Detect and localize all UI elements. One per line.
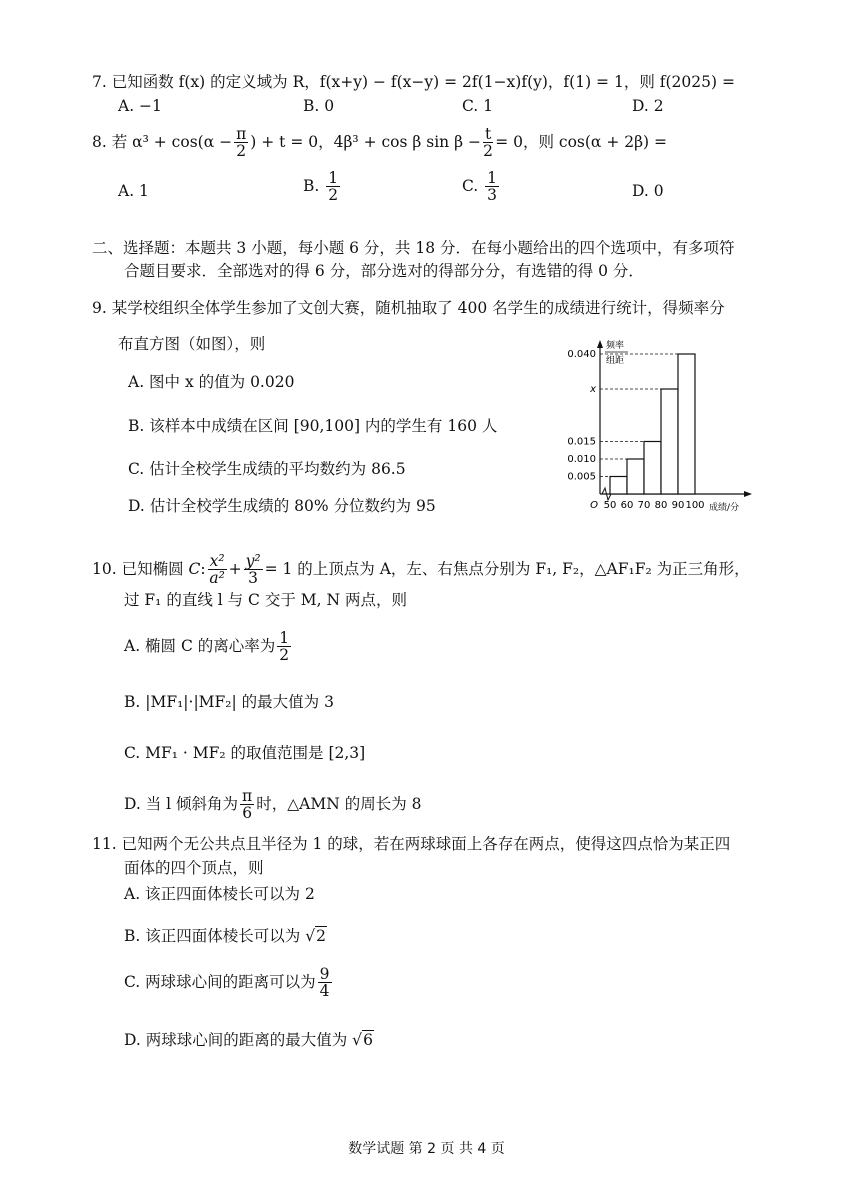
q8-option-c-num: 1: [487, 169, 498, 187]
y-axis-label-top: 频率: [606, 341, 625, 351]
q9-stem-line1: 9. 某学校组织全体学生参加了文创大赛，随机抽取了 400 名学生的成绩进行统计，得频率分: [92, 299, 725, 317]
q10-option-d-frac: [240, 788, 254, 822]
q10-option-a-den: 2: [279, 646, 290, 665]
x-tick-label: 100: [685, 500, 705, 511]
q10-frac-y: [244, 553, 263, 587]
section-2-header-line2: 合题目要求．全部选对的得 6 分，部分选对的得部分分，有选错的得 0 分．: [124, 262, 644, 280]
q8-option-a: A. 1: [118, 182, 149, 200]
q8-frac-t-2: [483, 126, 493, 160]
y-tick-label: 0.010: [567, 454, 596, 465]
q10-frac-x-num: x²: [209, 552, 225, 570]
q8-option-d: D. 0: [632, 182, 664, 200]
q8-text-mid: ) + t = 0，4β³ + cos β sin β −: [250, 132, 481, 151]
x-tick-label: 80: [654, 500, 668, 511]
q11-option-b-text: B. 该正四面体棱长可以为: [124, 927, 301, 945]
q11-stem-line2: 面体的四个顶点，则: [124, 859, 264, 877]
x-axis-arrow: [744, 491, 752, 497]
q11-option-b: [124, 924, 327, 946]
q9-option-b: B. 该样本中成绩在区间 [90,100] 内的学生有 160 人: [128, 417, 498, 435]
q9-stem-line2: 布直方图（如图），则: [118, 335, 266, 353]
y-tick-label: 0.040: [567, 349, 596, 360]
q10-text-pre: 10. 已知椭圆: [92, 559, 184, 578]
q10-stem-line1: 10. 已知椭圆 C: $\frac{\text{x²}}{\text{a²}}$ + $\frac{\text{y²}}{3}$ = 1 的上顶点为 A，左、右焦点分别为 F₁, F₂，△AF₁F₂ 为正三角形，: [92, 552, 750, 588]
x-tick-label: 60: [620, 500, 634, 511]
q8-frac-pi-2: [234, 126, 248, 160]
histogram-bar: [678, 354, 695, 494]
q8-frac1-num: π: [236, 125, 247, 143]
q10-stem-line2: 过 F₁ 的直线 l 与 C 交于 M, N 两点，则: [124, 591, 407, 609]
q11-option-c-text: C. 两球球心间的距离可以为: [124, 972, 316, 991]
q10-option-a-frac: [277, 630, 291, 664]
histogram-bar: [661, 389, 678, 494]
frequency-histogram: [540, 336, 770, 516]
q11-option-c-num: 9: [319, 965, 330, 983]
q8-option-b-label: B.: [303, 176, 320, 195]
q11-option-d-text: D. 两球球心间的距离的最大值为: [124, 1031, 348, 1049]
q11-option-c-frac: [318, 966, 332, 1000]
q8-option-b: [303, 170, 342, 204]
q10-option-d-num: π: [242, 787, 253, 805]
y-tick-label: 0.005: [567, 471, 596, 483]
q8-frac1-den: 2: [236, 142, 247, 161]
histogram-bar: [644, 442, 661, 495]
q10-option-a: [124, 630, 293, 664]
q10-frac-x-den: a²: [209, 569, 225, 588]
q10-frac-y-num: y²: [245, 552, 261, 570]
q10-option-d-text-pre: D. 当 l 倾斜角为: [124, 794, 239, 813]
q10-frac-x: [208, 553, 227, 587]
q7-option-c: C. 1: [462, 97, 494, 115]
q10-option-b: B. |MF₁|·|MF₂| 的最大值为 3: [124, 693, 334, 711]
y-axis-label-bottom: 组距: [606, 356, 625, 366]
q10-text-post: = 1 的上顶点为 A，左、右焦点分别为 F₁, F₂，△AF₁F₂ 为正三角形，: [264, 559, 750, 578]
q8-stem: [92, 126, 667, 160]
q10-option-a-text: A. 椭圆 C 的离心率为: [124, 636, 276, 655]
q7-option-b: B. 0: [303, 97, 335, 115]
q8-text-pre: 若 α³ + cos(α −: [111, 132, 233, 151]
x-axis-label: 成绩/分: [709, 503, 740, 513]
q8-option-b-frac: [326, 170, 340, 204]
q11-option-d: [124, 1028, 374, 1050]
q9-option-a: A. 图中 x 的值为 0.020: [128, 373, 295, 391]
x-tick-label: 50: [603, 500, 617, 511]
q8-number: 8.: [92, 132, 107, 151]
q10-option-d-den: 6: [242, 804, 253, 823]
origin-label: O: [590, 500, 598, 511]
q8-option-c: [462, 170, 501, 204]
q9-option-d: D. 估计全校学生成绩的 80% 分位数约为 95: [128, 497, 436, 515]
y-tick-label: 0.015: [567, 436, 596, 448]
q7-option-a: A. −1: [118, 97, 162, 115]
q11-stem-line1: 11. 已知两个无公共点且半径为 1 的球，若在两球球面上各存在两点，使得这四点恰为某正四: [92, 835, 731, 853]
q10-option-c: C. MF₁ · MF₂ 的取值范围是 [2,3]: [124, 744, 366, 762]
q10-frac-y-den: 3: [248, 569, 259, 588]
y-tick-label: x: [590, 384, 596, 395]
q9-option-c: C. 估计全校学生成绩的平均数约为 86.5: [128, 460, 406, 478]
q8-option-b-num: 1: [328, 169, 339, 187]
q8-option-c-den: 3: [487, 186, 498, 205]
q7-option-d: D. 2: [632, 97, 664, 115]
q11-option-b-sqrt: √2: [305, 927, 326, 945]
q11-option-a: A. 该正四面体棱长可以为 2: [124, 885, 315, 903]
histogram-bar: [627, 459, 644, 494]
q10-option-a-num: 1: [279, 629, 290, 647]
q8-text-post: = 0，则 cos(α + 2β) =: [495, 132, 668, 151]
q8-frac2-num: t: [484, 125, 492, 143]
x-tick-label: 90: [671, 500, 685, 511]
q8-option-c-label: C.: [462, 176, 479, 195]
q11-option-c-den: 4: [319, 982, 330, 1001]
histogram-bar: [610, 477, 627, 495]
q11-option-b-radicand: 2: [316, 927, 326, 945]
y-axis-arrow: [597, 340, 603, 348]
q8-frac2-den: 2: [483, 142, 494, 161]
x-tick-label: 70: [637, 500, 651, 511]
q11-option-c: [124, 966, 334, 1000]
q7-stem: 7. 已知函数 f(x) 的定义域为 R，f(x+y) − f(x−y) = 2f(1−x)f(y)，f(1) = 1，则 f(2025) =: [92, 73, 735, 91]
q8-option-b-den: 2: [328, 186, 339, 205]
q10-colon: :: [200, 559, 206, 578]
q10-ellipse-name: C: [188, 559, 201, 578]
q10-option-d-text-post: 时，△AMN 的周长为 8: [256, 794, 422, 813]
q11-option-d-sqrt: √6: [352, 1031, 373, 1049]
page-footer: 数学试题 第 2 页 共 4 页: [348, 1141, 505, 1157]
q8-option-c-frac: [485, 170, 499, 204]
q10-option-d: [124, 788, 422, 822]
q11-option-d-radicand: 6: [363, 1031, 373, 1049]
section-2-header-line1: 二、选择题：本题共 3 小题，每小题 6 分，共 18 分．在每小题给出的四个选项中，有多项符: [92, 239, 735, 257]
